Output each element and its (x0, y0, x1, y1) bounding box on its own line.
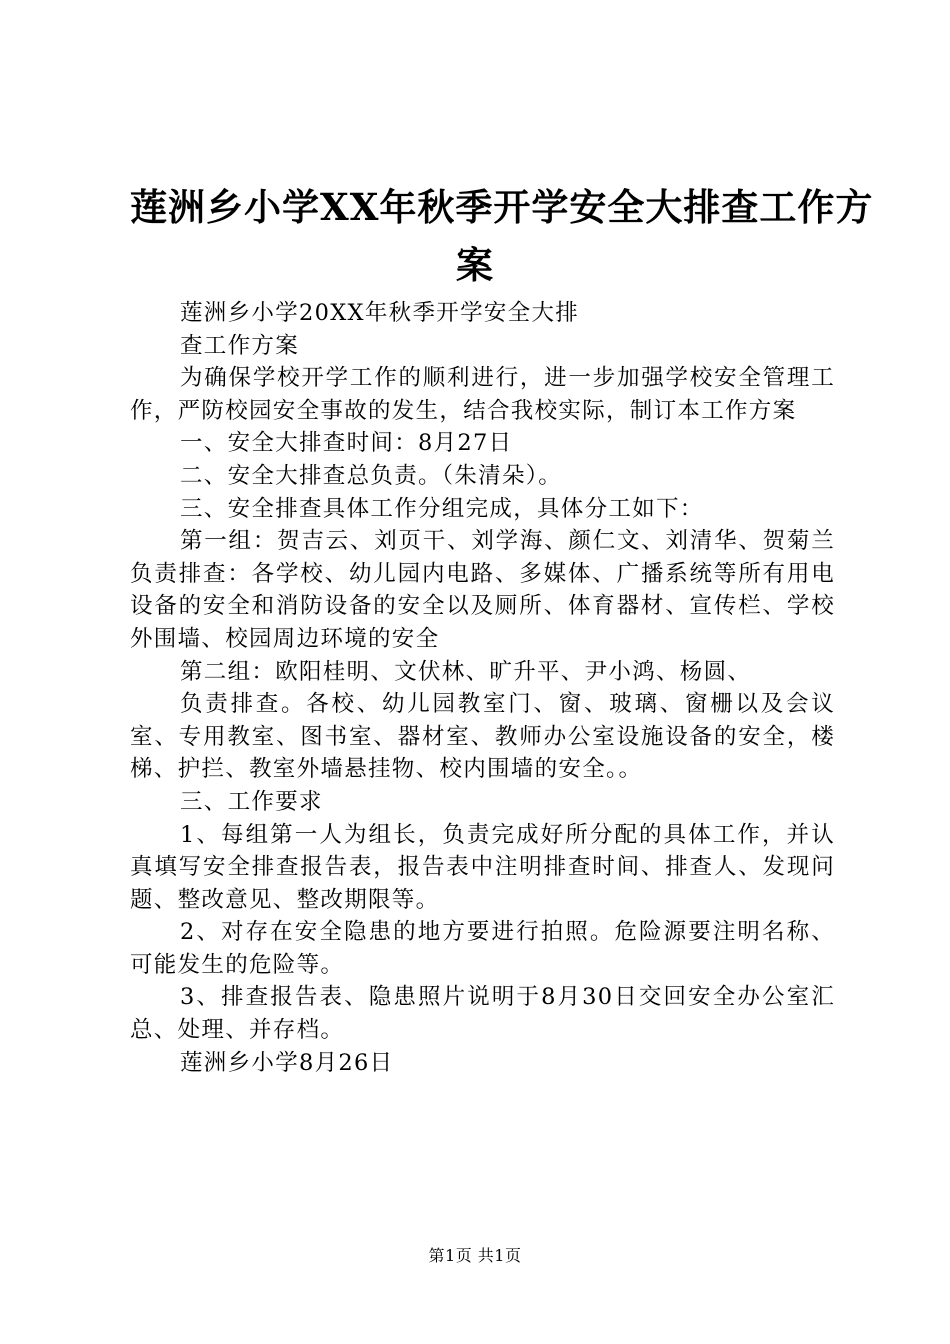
paragraph-requirement-1: 1、每组第一人为组长，负责完成好所分配的具体工作，并认真填写安全排查报告表，报告表中注明排查时间、排查人、发现问题、整改意见、整改期限等。 (130, 821, 835, 913)
document-body (130, 297, 835, 1079)
paragraph-requirements-heading: 三、工作要求 (180, 788, 323, 815)
paragraph-requirement-3: 3、排查报告表、隐患照片说明于8月30日交回安全办公室汇总、处理、并存档。 (130, 984, 835, 1044)
document-title-line-1: 莲洲乡小学XX年秋季开学安全大排查工作方 (130, 185, 874, 229)
paragraph-group-1: 第一组：贺吉云、刘页干、刘学海、颜仁文、刘清华、贺菊兰负责排查：各学校、幼儿园内电路、多媒体、广播系统等所有用电设备的安全和消防设备的安全以及厕所、体育器材、宣传栏、学校外围墙、校园周边环境的安全 (130, 528, 835, 652)
paragraph-requirement-2: 2、对存在安全隐患的地方要进行拍照。危险源要注明名称、可能发生的危险等。 (130, 919, 835, 978)
document-title (130, 178, 874, 294)
paragraph-subtitle-1: 莲洲乡小学20XX年秋季开学安全大排 (180, 300, 580, 326)
paragraph-group-2-duties: 负责排查。各校、幼儿园教室门、窗、玻璃、窗栅以及会议室、专用教室、图书室、器材室、教师办公室设施设备的安全，楼梯、护拦、教室外墙悬挂物、校内围墙的安全。。 (130, 691, 835, 783)
paragraph-group-2-members: 第二组：欧阳桂明、文伏林、旷升平、尹小鸿、杨圆、 (180, 658, 752, 685)
paragraph-subtitle-2: 查工作方案 (180, 332, 300, 359)
document-title-line-2: 案 (456, 243, 494, 287)
paragraph-signature: 莲洲乡小学8月26日 (180, 1049, 394, 1076)
paragraph-intro: 为确保学校开学工作的顺利进行，进一步加强学校安全管理工作，严防校园安全事故的发生，结合我校实际，制订本工作方案 (130, 365, 835, 424)
paragraph-section-2: 二、安全大排查总负责。（朱清朵）。 (180, 462, 563, 489)
page-footer: 第1页 共1页 (428, 1246, 522, 1265)
paragraph-section-3: 三、安全排查具体工作分组完成，具体分工如下： (180, 495, 704, 522)
paragraph-section-1: 一、安全大排查时间：8月27日 (180, 430, 513, 457)
